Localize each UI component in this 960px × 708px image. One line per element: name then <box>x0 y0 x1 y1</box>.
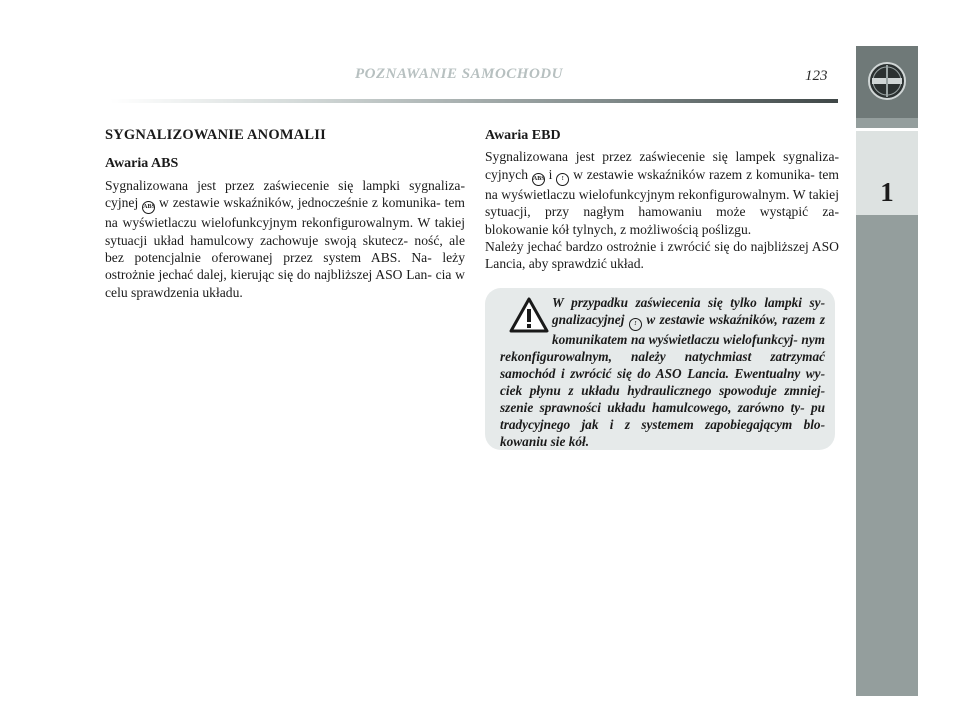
chapter-tab[interactable] <box>856 128 918 215</box>
ebd-text-3: w zestawie wskaźników razem z komunika- tem na wyświetlaczu wielofunkcyjnym rekonfigurowalnym. W takiej sytuacji, przy nagłym hamowaniu może wystąpić za- blokowanie kół tylnych, z możliwością poślizgu. <box>485 166 839 237</box>
lancia-logo-icon <box>867 61 907 101</box>
abs-paragraph <box>105 177 465 301</box>
warning-text-2: w zestawie wskaźników, razem z komunikatem na wyświetlaczu wielofunkcyj- nym rekonfigurowalnym, należy natychmiast zatrzymać samochód i zwrócić się do ASO Lancia. Ewentualny wy- ciek płynu z układu hydraulicznego spowoduje zmniej- szenie sprawności układu hamulcowego, zarówno ty- pu tradycyjnego jak i z systemem zapobiegającym blo- kowaniu sie kół. <box>500 312 826 449</box>
ebd-paragraph <box>485 148 839 238</box>
abs-icon: ABS <box>142 201 155 214</box>
section-title: SYGNALIZOWANIE ANOMALII <box>105 127 326 143</box>
ebd-subtitle: Awaria EBD <box>485 128 561 143</box>
brake-icon: ! <box>629 318 642 331</box>
ebd-text-2: i <box>548 166 553 182</box>
logo-box <box>856 46 918 118</box>
chapter-number: 1 <box>880 177 894 207</box>
header-rule <box>110 99 838 103</box>
warning-box <box>485 288 835 450</box>
ebd-paragraph-2: Należy jechać bardzo ostrożnie i zwrócić się do najbliższej ASO Lancia, aby sprawdzić układ. <box>485 239 839 272</box>
warning-text-1: W przypadku zaświecenia się tylko lampki sy- gnalizacyjnej <box>552 295 825 327</box>
header-title: POZNAWANIE SAMOCHODU <box>355 66 563 82</box>
left-column <box>105 127 465 301</box>
abs-text-1: Sygnalizowana jest przez zaświecenie się lampki sygnaliza- cyjnej <box>105 177 465 211</box>
brake-icon: ! <box>556 173 569 186</box>
abs-text-2: w zestawie wskaźników, jednocześnie z komunika- tem na wyświetlaczu wielofunkcyjnym rekonfigurowalnym. W takiej sytuacji układ hamulcowy zachowuje swoją skutecz- ność, ale bez potencjalnie oferowanej przez system ABS. Na- leży ostrożnie jechać dalej, kierując się do najbliższej ASO Lan- cia w celu sprawdzenia układu. <box>105 195 465 300</box>
page-number: 123 <box>805 68 828 84</box>
chapter-sidebar <box>856 46 918 696</box>
abs-subtitle: Awaria ABS <box>105 156 179 172</box>
ebd-text-1: Sygnalizowana jest przez zaświecenie się lampek sygnaliza- cyjnych <box>485 149 839 182</box>
warning-text <box>500 294 825 450</box>
right-column <box>485 127 839 273</box>
abs-icon: ABS <box>532 173 545 186</box>
